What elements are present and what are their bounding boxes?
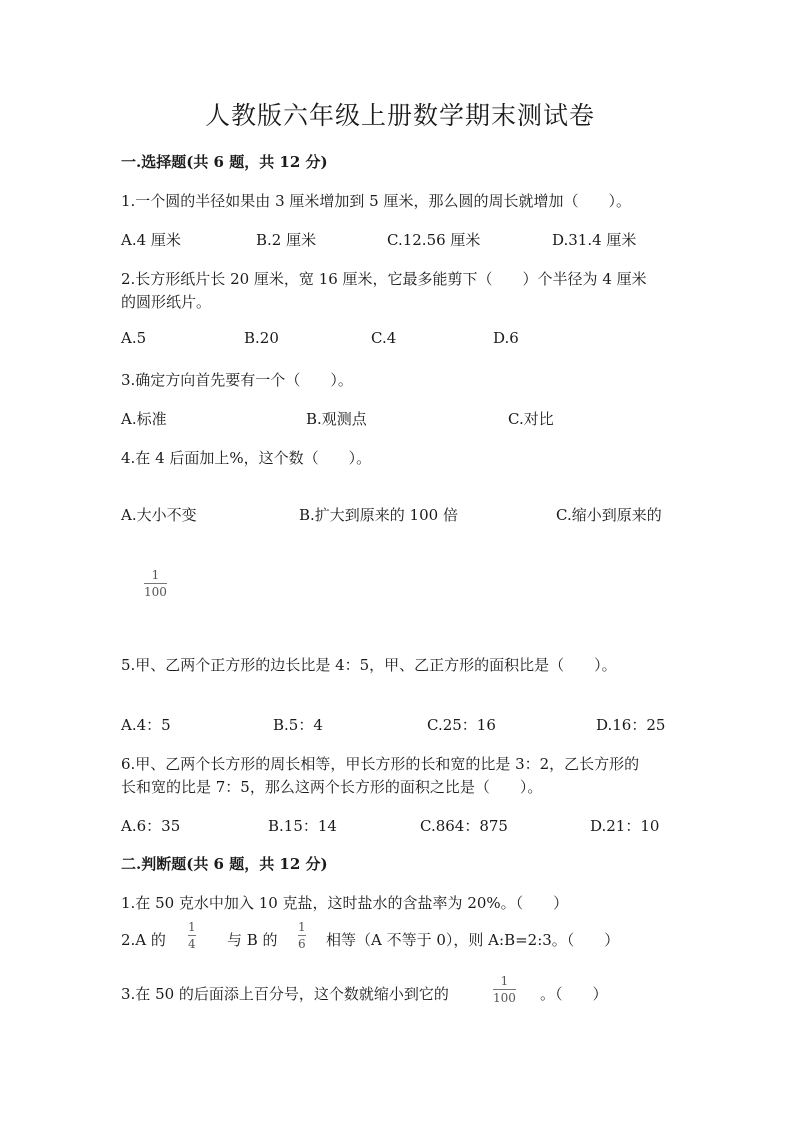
q1-option-b: B.2 厘米 — [256, 231, 317, 249]
q2-option-c: C.4 — [371, 329, 397, 347]
section-heading-choice: 一.选择题(共 6 题，共 12 分) — [121, 153, 328, 171]
q5-option-d: D.16：25 — [596, 716, 666, 734]
question-2-text-line2: 的圆形纸片。 — [121, 293, 212, 311]
question-6-text-line2: 长和宽的比是 7：5，那么这两个长方形的面积之比是（ ）。 — [121, 778, 543, 796]
judgement-2-fraction-a — [188, 920, 196, 951]
fraction-bar — [144, 583, 167, 584]
q2-option-a: A.5 — [121, 329, 147, 347]
fraction-numerator: 1 — [500, 974, 509, 988]
judgement-2-part2: 与 B 的 — [227, 931, 278, 949]
fraction-numerator: 1 — [188, 920, 196, 934]
q3-option-a: A.标准 — [121, 410, 167, 428]
q1-option-a: A.4 厘米 — [121, 231, 181, 249]
q4-option-b: B.扩大到原来的 100 倍 — [299, 506, 458, 524]
q1-option-d: D.31.4 厘米 — [552, 231, 637, 249]
judgement-2-part1: 2.A 的 — [121, 931, 166, 949]
q2-option-b: B.20 — [244, 329, 279, 347]
page-title: 人教版六年级上册数学期末测试卷 — [204, 101, 595, 130]
fraction-bar — [188, 935, 196, 936]
judgement-2-part3: 相等（A 不等于 0），则 A:B=2:3。（ ） — [326, 931, 620, 949]
fraction-denominator: 4 — [188, 937, 196, 951]
q3-option-c: C.对比 — [508, 410, 554, 428]
q2-option-d: D.6 — [493, 329, 519, 347]
fraction-denominator: 100 — [493, 991, 516, 1005]
q6-option-a: A.6：35 — [121, 817, 181, 835]
section-heading-judgement: 二.判断题(共 6 题，共 12 分) — [121, 855, 328, 873]
q4-option-c-fraction — [144, 568, 167, 599]
question-4-text: 4.在 4 后面加上%，这个数（ ）。 — [121, 449, 372, 467]
q6-option-d: D.21：10 — [590, 817, 660, 835]
question-2-text-line1: 2.长方形纸片长 20 厘米，宽 16 厘米，它最多能剪下（ ）个半径为 4 厘米 — [121, 270, 647, 288]
fraction-bar — [493, 989, 516, 990]
judgement-3-fraction — [493, 974, 516, 1005]
q6-option-c: C.864：875 — [420, 817, 508, 835]
q4-option-a: A.大小不变 — [121, 506, 197, 524]
fraction-numerator: 1 — [151, 568, 160, 582]
fraction-denominator: 6 — [298, 937, 306, 951]
fraction-bar — [298, 935, 306, 936]
question-6-text-line1: 6.甲、乙两个长方形的周长相等，甲长方形的长和宽的比是 3：2，乙长方形的 — [121, 755, 640, 773]
judgement-2-fraction-b — [298, 920, 306, 951]
q5-option-c: C.25：16 — [427, 716, 496, 734]
question-3-text: 3.确定方向首先要有一个（ ）。 — [121, 371, 353, 389]
q5-option-a: A.4：5 — [121, 716, 171, 734]
q3-option-b: B.观测点 — [306, 410, 367, 428]
question-5-text: 5.甲、乙两个正方形的边长比是 4：5，甲、乙正方形的面积比是（ ）。 — [121, 656, 617, 674]
q6-option-b: B.15：14 — [268, 817, 337, 835]
fraction-numerator: 1 — [298, 920, 306, 934]
fraction-denominator: 100 — [144, 585, 167, 599]
judgement-3-part2: 。（ ） — [540, 985, 608, 1003]
q1-option-c: C.12.56 厘米 — [387, 231, 481, 249]
q5-option-b: B.5：4 — [273, 716, 323, 734]
q4-option-c: C.缩小到原来的 — [556, 506, 662, 524]
judgement-1-text: 1.在 50 克水中加入 10 克盐，这时盐水的含盐率为 20%。（ ） — [121, 894, 569, 912]
judgement-3-part1: 3.在 50 的后面添上百分号，这个数就缩小到它的 — [121, 985, 449, 1003]
question-1-text: 1.一个圆的半径如果由 3 厘米增加到 5 厘米，那么圆的周长就增加（ ）。 — [121, 192, 631, 210]
